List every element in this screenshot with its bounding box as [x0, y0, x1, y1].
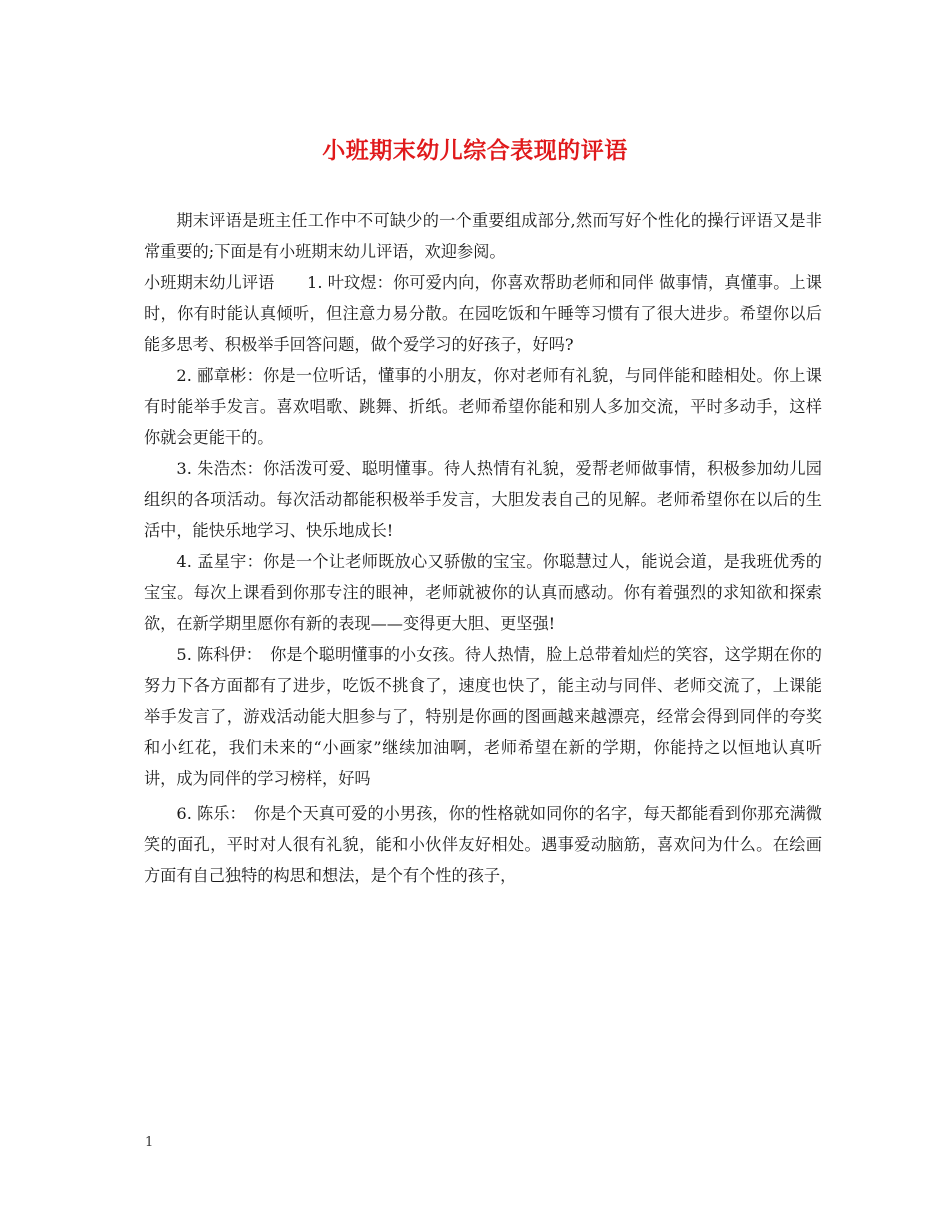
document-body	[144, 205, 822, 891]
page-number: 1	[145, 1135, 154, 1150]
paragraph-comment-3: 3. 朱浩杰：你活泼可爱、聪明懂事。待人热情有礼貌，爱帮老师做事情，积极参加幼儿园组织的各项活动。每次活动都能积极举手发言，大胆发表自己的见解。老师希望你在以后的生活中，能快乐地学习、快乐地成长!	[144, 459, 822, 540]
paragraph-intro: 期末评语是班主任工作中不可缺少的一个重要组成部分,然而写好个性化的操行评语又是非常重要的;下面是有小班期末幼儿评语，欢迎参阅。	[144, 211, 822, 261]
paragraph-comment-2: 2. 郦章彬：你是一位听话，懂事的小朋友，你对老师有礼貌，与同伴能和睦相处。你上课有时能举手发言。喜欢唱歌、跳舞、折纸。老师希望你能和别人多加交流，平时多动手，这样你就会更能干的。	[144, 366, 822, 447]
document-title: 小班期末幼儿综合表现的评语	[322, 138, 628, 164]
paragraph-comment-4: 4. 孟星宇：你是一个让老师既放心又骄傲的宝宝。你聪慧过人，能说会道，是我班优秀的宝宝。每次上课看到你那专注的眼神，老师就被你的认真而感动。你有着强烈的求知欲和探索欲，在新学期里愿你有新的表现——变得更大胆、更坚强!	[144, 552, 822, 633]
paragraph-comment-1: 小班期末幼儿评语 1. 叶玟煜：你可爱内向，你喜欢帮助老师和同伴 做事情，真懂事。上课时，你有时能认真倾听，但注意力易分散。在园吃饭和午睡等习惯有了很大进步。希望你以后能多思考、积极举手回答问题，做个爱学习的好孩子，好吗?	[144, 273, 822, 354]
paragraph-comment-6: 6. 陈乐： 你是个天真可爱的小男孩，你的性格就如同你的名字，每天都能看到你那充满微笑的面孔，平时对人很有礼貌，能和小伙伴友好相处。遇事爱动脑筋，喜欢问为什么。在绘画方面有自己独特的构思和想法，是个有个性的孩子，	[144, 804, 822, 885]
paragraph-comment-5: 5. 陈科伊： 你是个聪明懂事的小女孩。待人热情，脸上总带着灿烂的笑容，这学期在你的努力下各方面都有了进步，吃饭不挑食了，速度也快了，能主动与同伴、老师交流了，上课能举手发言了，游戏活动能大胆参与了，特别是你画的图画越来越漂亮，经常会得到同伴的夸奖和小红花，我们未来的“小画家”继续加油啊，老师希望在新的学期，你能持之以恒地认真听讲，成为同伴的学习榜样，好吗	[144, 645, 822, 788]
